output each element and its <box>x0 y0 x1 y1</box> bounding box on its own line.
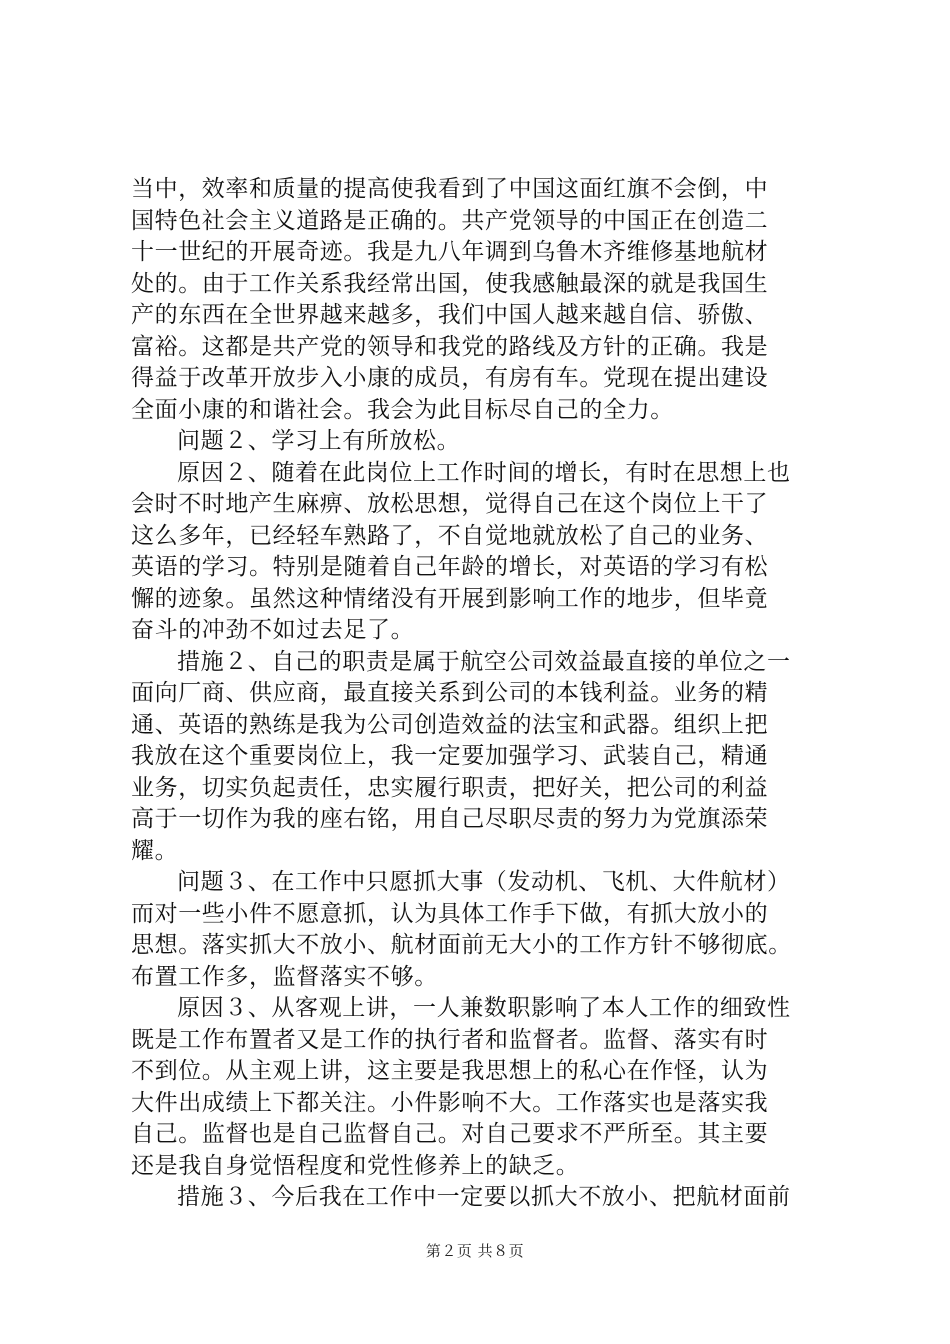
text-line: 耀。 <box>131 837 179 864</box>
text-line: 富裕。这都是共产党的领导和我党的路线及方针的正确。我是 <box>131 333 769 360</box>
text-line: 产的东西在全世界越来越多，我们中国人越来越自信、骄傲、 <box>131 302 769 328</box>
text-line: 得益于改革开放步入小康的成员，有房有车。党现在提出建设 <box>131 365 769 391</box>
paragraph-start-cause-2: 原因２、随着在此岗位上工作时间的增长，有时在思想上也 <box>177 459 791 486</box>
text-line: 懈的迹象。虽然这种情绪没有开展到影响工作的地步，但毕竟 <box>131 585 769 612</box>
text-line: 处的。由于工作关系我经常出国，使我感触最深的就是我国生 <box>131 270 769 297</box>
text-line: 这么多年，已经轻车熟路了，不自觉地就放松了自己的业务、 <box>131 522 769 549</box>
text-line: 会时不时地产生麻痹、放松思想，觉得自己在这个岗位上干了 <box>131 491 769 517</box>
paragraph-heading-problem-2: 问题２、学习上有所放松。 <box>177 428 461 454</box>
paragraph-start-problem-3: 问题３、在工作中只愿抓大事（发动机、飞机、大件航材） <box>177 869 791 895</box>
text-line: 奋斗的冲劲不如过去足了。 <box>131 617 415 643</box>
paragraph-start-measure-2: 措施２、自己的职责是属于航空公司效益最直接的单位之一 <box>177 648 791 675</box>
text-line: 国特色社会主义道路是正确的。共产党领导的中国正在创造二 <box>131 207 769 234</box>
page-number-footer: 第２页 共８页 <box>425 1242 525 1260</box>
text-line: 全面小康的和谐社会。我会为此目标尽自己的全力。 <box>131 396 674 423</box>
text-line: 既是工作布置者又是工作的执行者和监督者。监督、落实有时 <box>131 1026 769 1053</box>
text-line: 布置工作多，监督落实不够。 <box>131 963 438 990</box>
text-line: 大件出成绩上下都关注。小件影响不大。工作落实也是落实我 <box>131 1089 769 1116</box>
text-line: 通、英语的熟练是我为公司创造效益的法宝和武器。组织上把 <box>131 711 769 738</box>
text-line: 业务，切实负起责任，忠实履行职责，把好关，把公司的利益 <box>131 774 769 801</box>
text-line: 十一世纪的开展奇迹。我是九八年调到乌鲁木齐维修基地航材 <box>131 239 769 265</box>
text-line: 不到位。从主观上讲，这主要是我思想上的私心在作怪，认为 <box>131 1058 769 1084</box>
text-line: 思想。落实抓大不放小、航材面前无大小的工作方针不够彻底。 <box>131 932 792 958</box>
text-line: 我放在这个重要岗位上，我一定要加强学习、武装自己，精通 <box>131 743 769 769</box>
paragraph-start-cause-3: 原因３、从客观上讲，一人兼数职影响了本人工作的细致性 <box>177 995 791 1021</box>
text-line: 还是我自身觉悟程度和党性修养上的缺乏。 <box>131 1152 580 1179</box>
text-line: 自己。监督也是自己监督自己。对自己要求不严所至。其主要 <box>131 1121 769 1147</box>
text-line: 面向厂商、供应商，最直接关系到公司的本钱利益。业务的精 <box>131 680 769 706</box>
text-line: 英语的学习。特别是随着自己年龄的增长，对英语的学习有松 <box>131 554 769 580</box>
paragraph-start-measure-3: 措施３、今后我在工作中一定要以抓大不放小、把航材面前 <box>177 1184 791 1210</box>
text-line: 高于一切作为我的座右铭，用自己尽职尽责的努力为党旗添荣 <box>131 806 769 832</box>
text-line: 而对一些小件不愿意抓，认为具体工作手下做，有抓大放小的 <box>131 900 769 927</box>
text-line: 当中，效率和质量的提高使我看到了中国这面红旗不会倒，中 <box>131 176 769 202</box>
document-body <box>131 174 821 1214</box>
